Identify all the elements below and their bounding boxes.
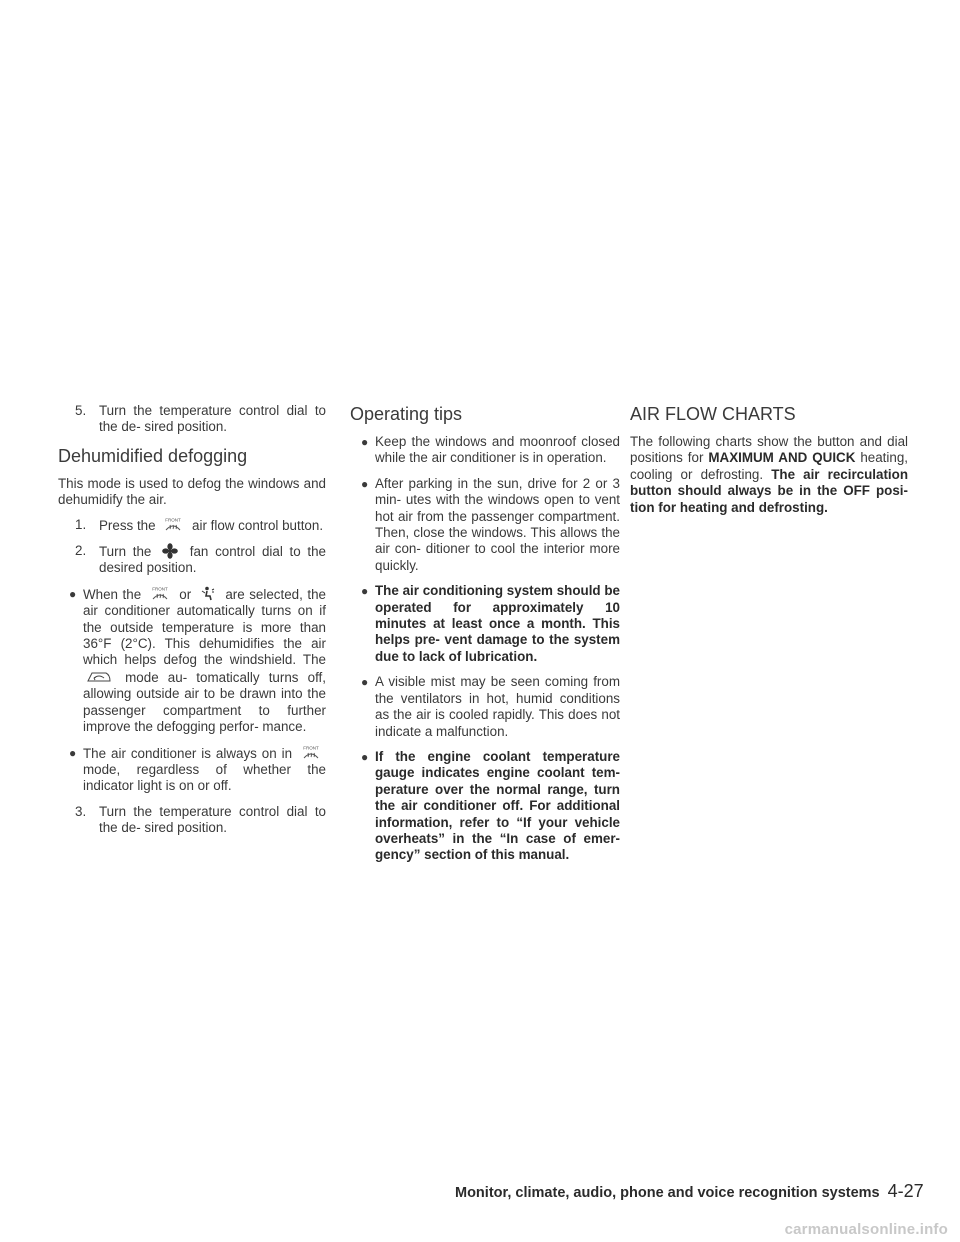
column-middle [350, 403, 620, 873]
tip-item [350, 476, 620, 574]
front-defrost-icon-label: FRONT [303, 745, 319, 750]
footer-section-title: Monitor, climate, audio, phone and voice recognition systems [455, 1185, 880, 1201]
bullet-item [58, 586, 326, 736]
section-heading-air-flow-charts: AIR FLOW CHARTS [630, 404, 796, 424]
step-number: 5. [75, 403, 87, 418]
bullet-text-pre: The air conditioner is always on in [83, 745, 293, 761]
bullet-text-pre: When the [83, 586, 142, 602]
bullet-marker: ● [361, 476, 369, 491]
front-defrost-icon [149, 586, 171, 602]
step-number: 1. [75, 516, 87, 532]
step-1 [58, 517, 326, 534]
air-flow-intro-text: The following charts show the button and dial positions for [630, 434, 908, 466]
tip-text: If the engine coolant temperature gauge indicates engine coolant tem- perature over the normal range, turn the air conditioner off. For additional information, refer to “If your vehicle overheats” in the “In case of emer- gency” section of this manual. [375, 748, 620, 863]
bullet-marker: ● [361, 435, 369, 449]
air-flow-intro [630, 434, 908, 516]
tips-list [350, 434, 620, 864]
step-text-pre: Turn the [99, 544, 152, 560]
tip-item [350, 583, 620, 665]
tip-text: After parking in the sun, drive for 2 or 3 min- utes with the windows open to vent hot air from the passenger compartment. Then, close the windows. This allows the air con- ditioner to cool the interior more quickly. [375, 475, 620, 573]
front-defrost-icon-label: FRONT [151, 586, 168, 592]
bullet-text-mid: or [179, 586, 192, 602]
tip-item [350, 674, 620, 740]
intro-paragraph: This mode is used to defog the windows and dehumidify the air. [58, 475, 326, 508]
step-2 [58, 543, 326, 577]
section-heading-operating-tips: Operating tips [350, 404, 463, 424]
front-defrost-icon [300, 745, 322, 761]
step-text: Turn the temperature control dial to the de- sired position. [99, 803, 326, 836]
air-recirculation-warning: The air recirculation button should always be in the OFF posi- tion for heating and defrosting. [630, 466, 908, 515]
fan-icon [161, 543, 179, 559]
step-text-post: air flow control button. [192, 517, 324, 533]
step-3 [58, 804, 326, 837]
bullet-marker: ● [361, 584, 369, 599]
step-text-post: fan control dial to the desired position. [99, 544, 326, 576]
step-number: 3. [75, 803, 87, 819]
step-text: Turn the temperature control dial to the de- sired position. [99, 403, 326, 435]
bullet-text-post: mode, regardless of whether the indicator light is on or off. [83, 761, 326, 794]
tip-text: The air conditioning system should be operated for approximately 10 minutes at least once a month. This helps pre- vent damage to the system due to lack of lubrication. [375, 583, 620, 664]
section-heading-dehumidified-defogging: Dehumidified defogging [58, 445, 248, 466]
bullet-text-post: are selected, the air conditioner automatically turns on if the outside temperature is more than 36°F (2°C). This dehumidifies the air which helps defog the windshield. The [83, 586, 326, 668]
step-number: 2. [75, 543, 87, 559]
bullet-marker: ● [69, 586, 77, 601]
tip-item [350, 434, 620, 467]
air-flow-intro-bold: MAXIMUM AND QUICK [708, 450, 856, 466]
front-defrost-icon-label: FRONT [165, 517, 182, 523]
tip-text: Keep the windows and moonroof closed while the air conditioner is in operation. [375, 434, 620, 466]
bullet-text-tail: mode au- tomatically turns off, allowing outside air to be drawn into the passenger compartment to further improve the defogging perfor- mance. [83, 669, 326, 735]
column-right [630, 403, 908, 524]
bullet-marker: ● [361, 749, 369, 764]
defrost-floor-icon [199, 586, 217, 602]
step-text-pre: Press the [99, 517, 156, 533]
page-number: 4-27 [887, 1181, 924, 1201]
column-left [58, 403, 326, 846]
watermark: carmanualsonline.info [784, 1220, 948, 1238]
bullet-marker: ● [361, 675, 369, 690]
page-footer [455, 1181, 924, 1202]
tip-item [350, 749, 620, 864]
step-5 [58, 403, 326, 436]
bullet-marker: ● [69, 745, 77, 760]
front-defrost-icon [162, 517, 184, 533]
air-recirculation-icon [86, 669, 112, 685]
tip-text: A visible mist may be seen coming from the ventilators in hot, humid conditions as the air is cooled rapidly. This does not indicate a malfunction. [375, 674, 620, 739]
air-flow-intro-text-2: heating, cooling or defrosting. [630, 450, 908, 482]
bullet-item [58, 745, 326, 795]
